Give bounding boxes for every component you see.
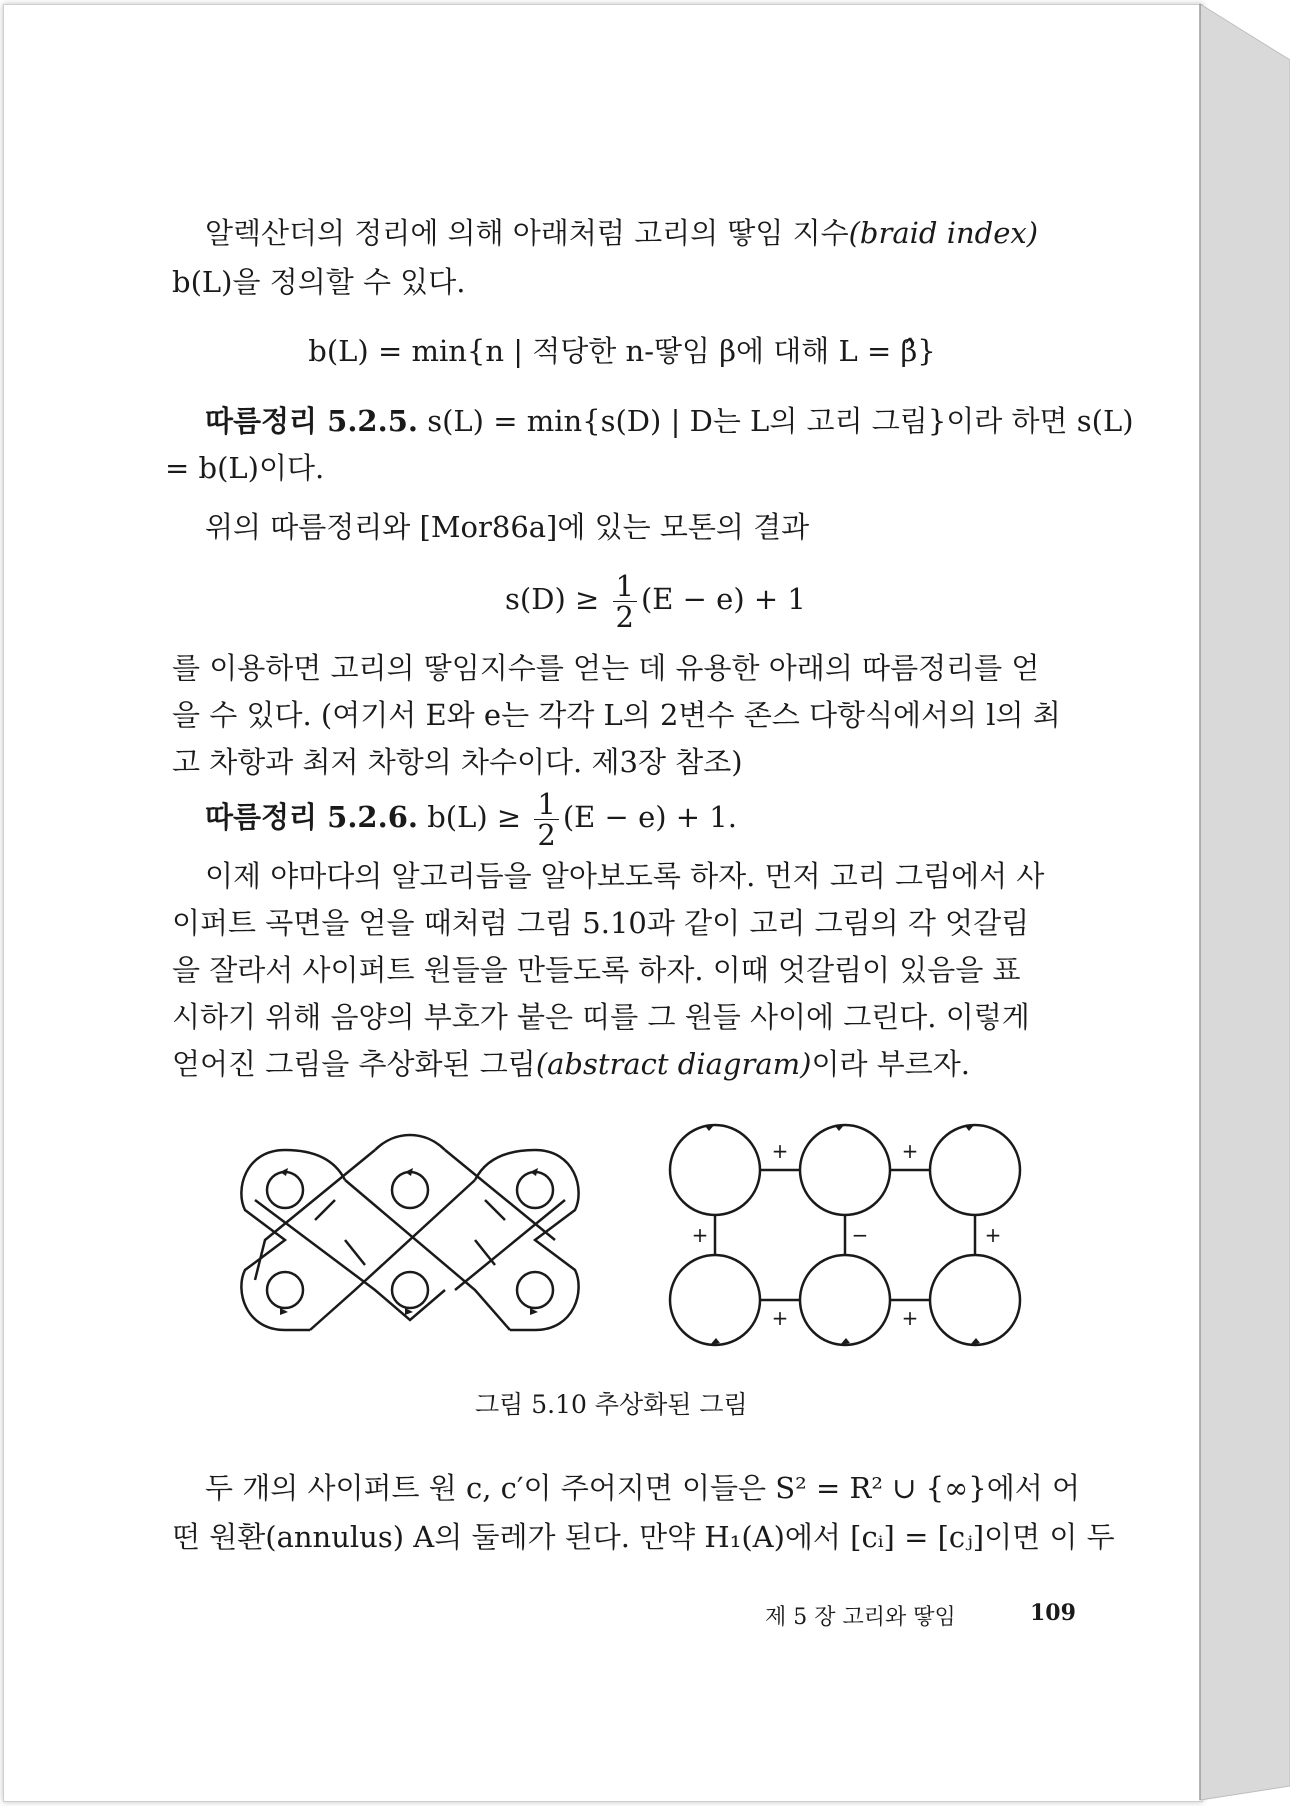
running-footer-chapter: 제 5 장 고리와 땋임 (765, 1605, 956, 1630)
band-sign: − (851, 1223, 869, 1247)
corollary-5-2-6: 따름정리 5.2.6. b(L) ≥ $\frac{1}{2}$ (E − e) + 1. (205, 786, 737, 852)
band-sign: + (771, 1139, 789, 1163)
band-sign: + (771, 1306, 789, 1330)
equation-morton: s(D) ≥ $\frac{1}{2}$ (E − e) + 1 (505, 568, 806, 634)
band-sign: + (901, 1139, 919, 1163)
band-sign: + (691, 1223, 709, 1247)
band-sign: + (984, 1223, 1002, 1247)
paragraph-line: 얻어진 그림을 추상화된 그림(abstract diagram)이라 부르자. (172, 1047, 970, 1081)
paragraph-line: b(L)을 정의할 수 있다. (172, 265, 466, 299)
figure-caption: 그림 5.10 추상화된 그림 (475, 1390, 748, 1419)
band-sign: + (901, 1306, 919, 1330)
paragraph-line: 알렉산더의 정리에 의해 아래처럼 고리의 땋임 지수(braid index) (205, 216, 1039, 250)
paragraph-line: 이퍼트 곡면을 얻을 때처럼 그림 5.10과 같이 고리 그림의 각 엇갈림 (172, 906, 1030, 940)
paragraph-line: 떤 원환(annulus) A의 둘레가 된다. 만약 H₁(A)에서 [cᵢ] = [cⱼ]이면 이 두 (172, 1520, 1115, 1554)
knot-diagram (225, 1120, 595, 1360)
paragraph-line: = b(L)이다. (165, 451, 325, 485)
paragraph-line: 이제 야마다의 알고리듬을 알아보도록 하자. 먼저 고리 그림에서 사 (205, 859, 1045, 893)
paragraph-line: 고 차항과 최저 차항의 차수이다. 제3장 참조) (172, 745, 743, 779)
corollary-5-2-5: 따름정리 5.2.5. s(L) = min{s(D) | D는 L의 고리 그림}이라 하면 s(L) (205, 404, 1134, 438)
abstract-diagram (660, 1120, 1030, 1360)
paragraph-line: 시하기 위해 음양의 부호가 붙은 띠를 그 원들 사이에 그린다. 이렇게 (172, 1000, 1030, 1034)
equation-braid-index: b(L) = min{n | 적당한 n-땋임 β에 대해 L = β̂} (308, 334, 936, 368)
page-number: 109 (1030, 1600, 1076, 1626)
paragraph-line: 을 수 있다. (여기서 E와 e는 각각 L의 2변수 존스 다항식에서의 l의 최 (172, 698, 1061, 732)
paragraph-line: 을 잘라서 사이퍼트 원들을 만들도록 하자. 이때 엇갈림이 있음을 표 (172, 953, 1021, 987)
paragraph-line: 위의 따름정리와 [Mor86a]에 있는 모톤의 결과 (205, 510, 810, 544)
paragraph-line: 두 개의 사이퍼트 원 c, c′이 주어지면 이들은 S² = R² ∪ {∞}에서 어 (205, 1471, 1080, 1505)
paragraph-line: 를 이용하면 고리의 땋임지수를 얻는 데 유용한 아래의 따름정리를 얻 (172, 651, 1040, 685)
book-edge (1190, 0, 1290, 1806)
